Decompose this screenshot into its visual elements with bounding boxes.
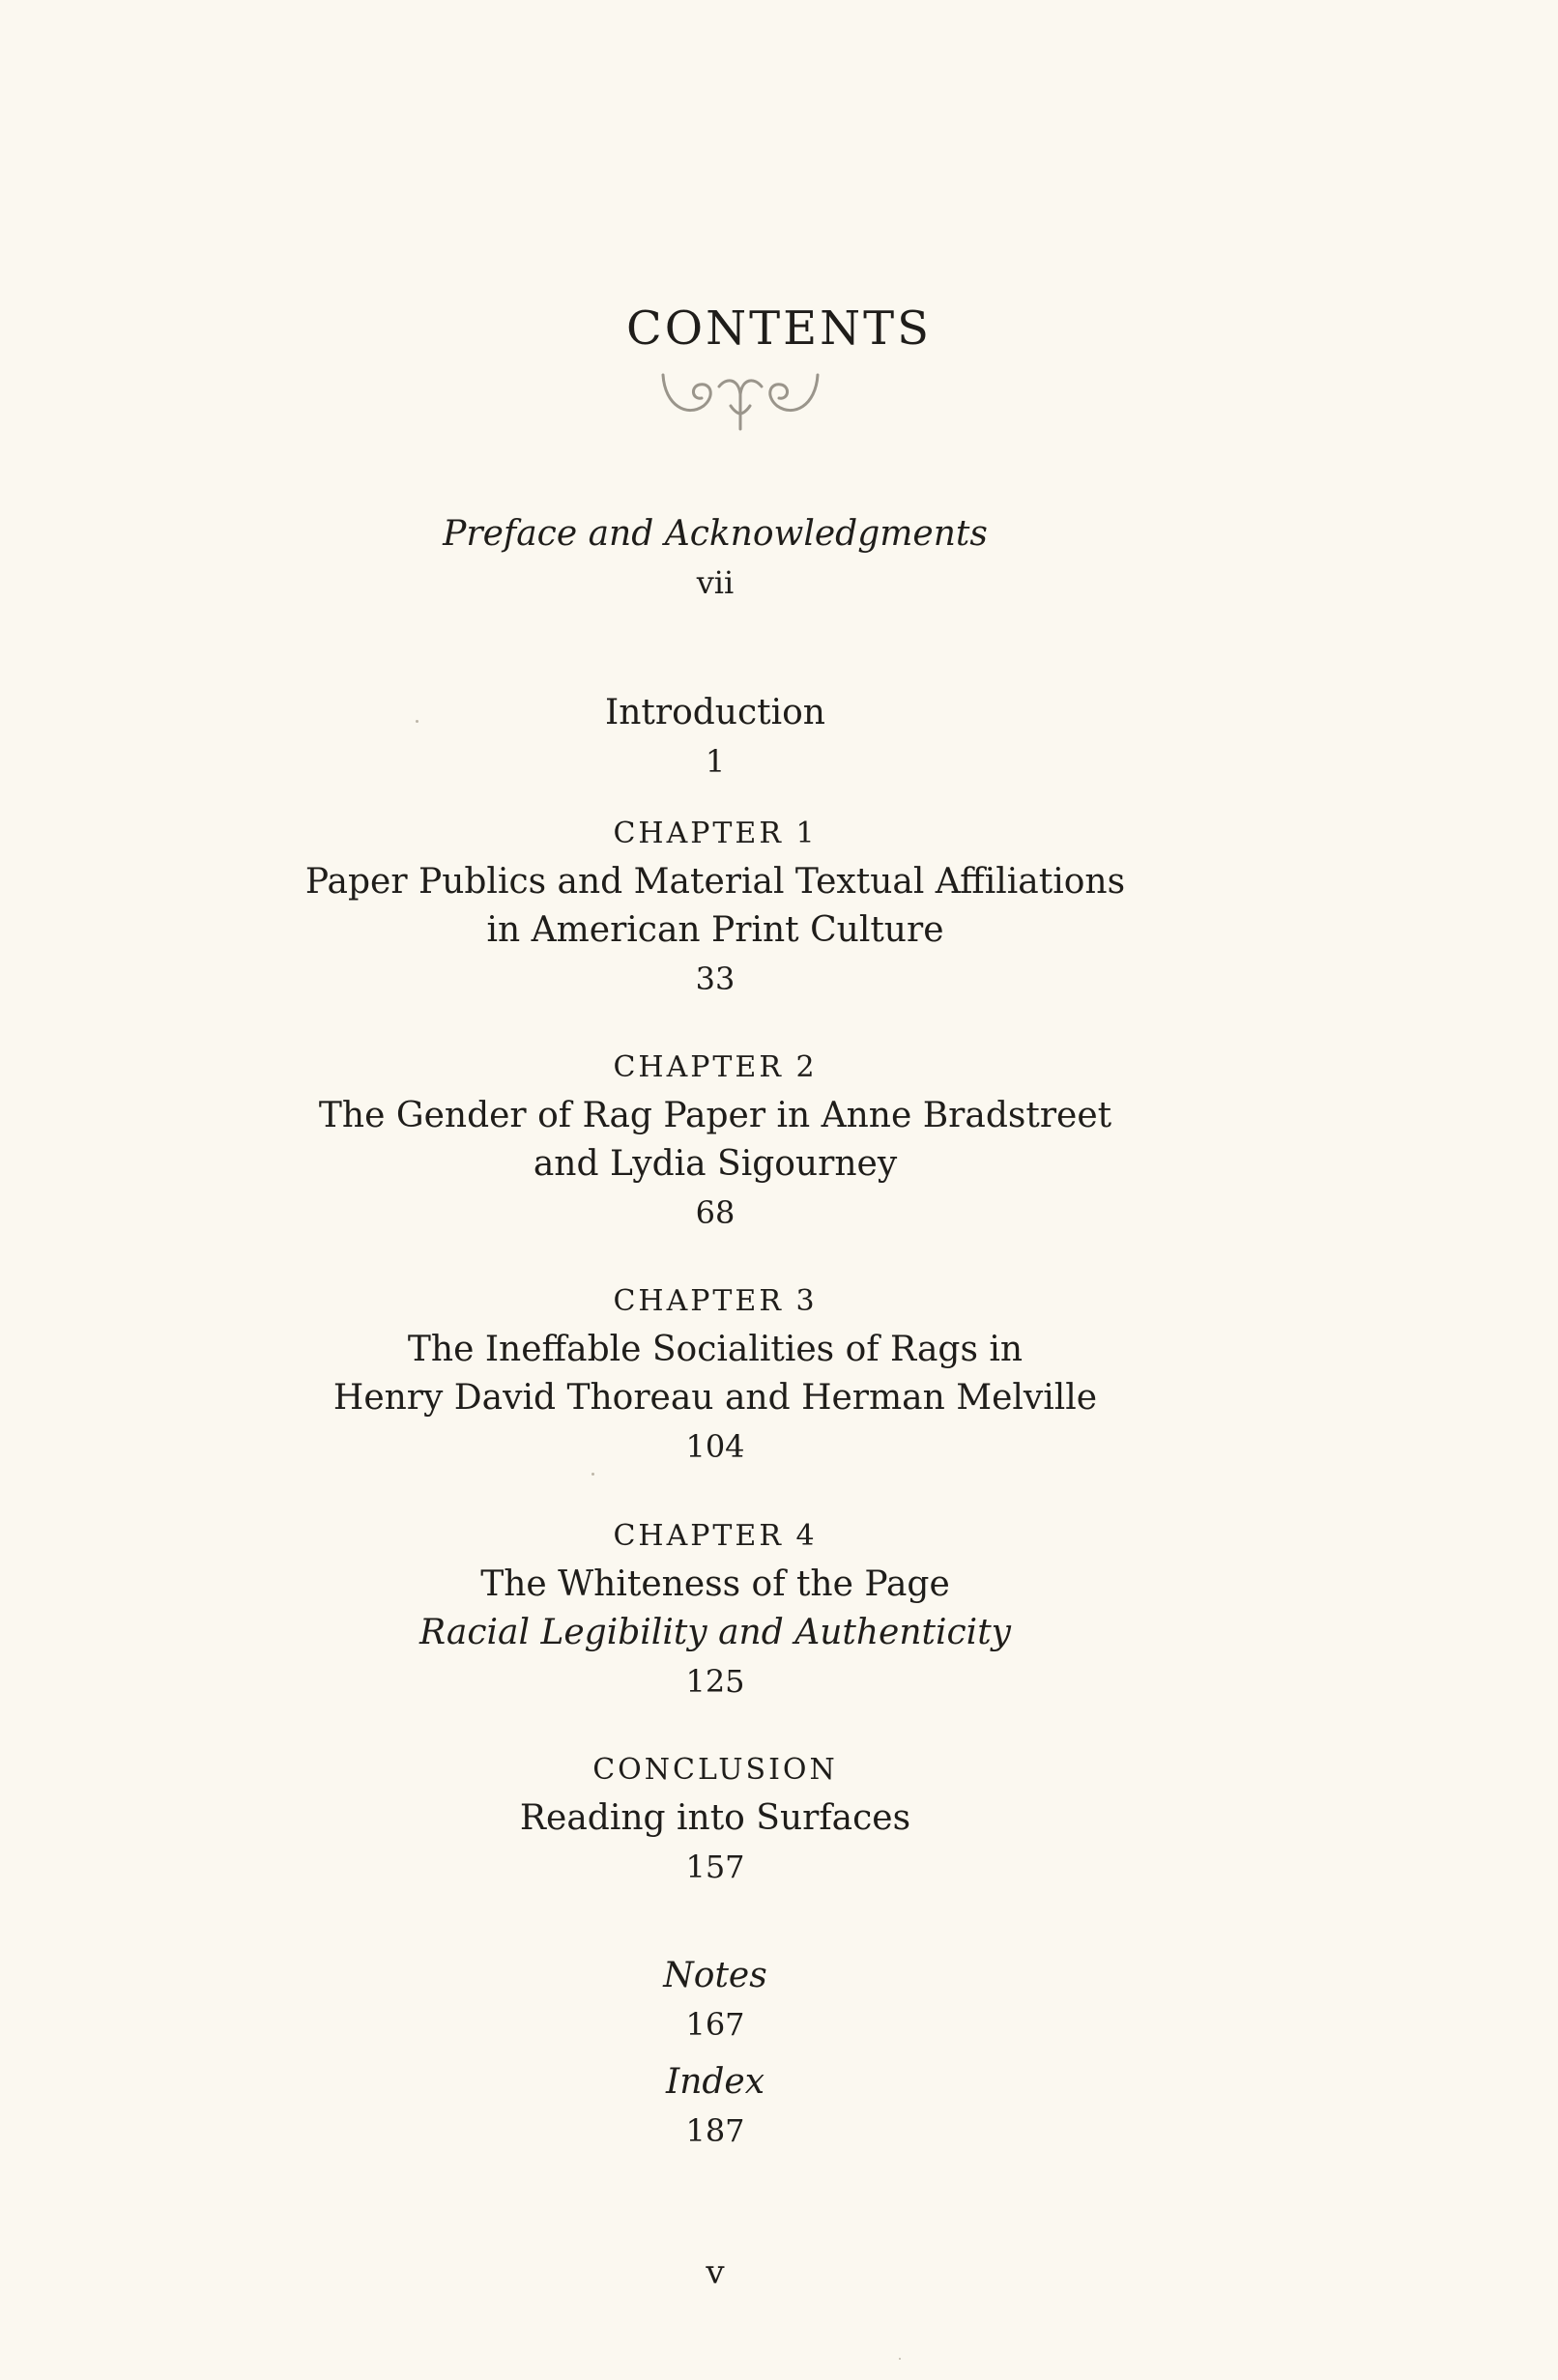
paper-speck — [591, 1473, 594, 1476]
toc-page-number: 125 — [685, 1663, 745, 1700]
page-title-text: CONTENTS — [625, 301, 933, 356]
toc-chapter-label: CHAPTER 4 — [613, 1519, 818, 1553]
toc-entry-conclusion[interactable] — [0, 1746, 1430, 1891]
toc-page-number: vii — [696, 564, 735, 601]
toc-entry-title-line: and Lydia Sigourney — [533, 1144, 898, 1184]
toc-entry-subtitle: Racial Legibility and Authenticity — [418, 1613, 1012, 1652]
toc-entry-title-line: The Ineffable Socialities of Rags in — [407, 1330, 1024, 1369]
page-title — [0, 301, 1558, 356]
toc-page-number: 1 — [705, 743, 726, 780]
scroll-ornament-icon — [644, 367, 837, 435]
toc-entry-title: Notes — [663, 1956, 767, 1995]
toc-entry-chapter-2[interactable] — [0, 1044, 1430, 1237]
toc-entry-title: The Whiteness of the Page — [480, 1564, 950, 1604]
toc-page-number: 68 — [695, 1194, 736, 1231]
toc-entry-title-line: Henry David Thoreau and Herman Melville — [332, 1378, 1098, 1418]
toc-entry-title: Preface and Acknowledgments — [443, 514, 988, 554]
toc-entry-title-line: in American Print Culture — [486, 910, 944, 950]
toc-page-number: 104 — [685, 1428, 745, 1465]
toc-entry-notes[interactable] — [0, 1952, 1430, 2049]
page-folio: v — [706, 2253, 725, 2292]
toc-page-number: 187 — [685, 2112, 745, 2149]
toc-entry-title-line: The Gender of Rag Paper in Anne Bradstreet — [318, 1096, 1112, 1135]
toc-page-number: 157 — [685, 1849, 745, 1885]
toc-entry-chapter-1[interactable] — [0, 810, 1430, 1003]
toc-page-number: 167 — [685, 2006, 745, 2043]
paper-speck — [416, 720, 418, 723]
toc-chapter-label: CONCLUSION — [592, 1753, 838, 1787]
toc-chapter-label: CHAPTER 2 — [613, 1050, 818, 1084]
toc-entry-chapter-3[interactable] — [0, 1277, 1430, 1471]
toc-entry-title-line: Paper Publics and Material Textual Affiliations — [304, 862, 1126, 902]
toc-entry-index[interactable] — [0, 2058, 1430, 2155]
toc-entry-introduction[interactable] — [0, 689, 1430, 786]
toc-chapter-label: CHAPTER 1 — [613, 817, 818, 850]
toc-entry-title: Reading into Surfaces — [519, 1798, 911, 1838]
toc-chapter-label: CHAPTER 3 — [613, 1284, 818, 1318]
paper-speck — [899, 2358, 901, 2360]
toc-entry-title: Index — [665, 2062, 765, 2102]
toc-entry-chapter-4[interactable] — [0, 1512, 1430, 1706]
toc-entry-preface[interactable] — [0, 510, 1430, 607]
toc-entry-title: Introduction — [605, 693, 825, 732]
toc-page-number: 33 — [695, 961, 736, 997]
